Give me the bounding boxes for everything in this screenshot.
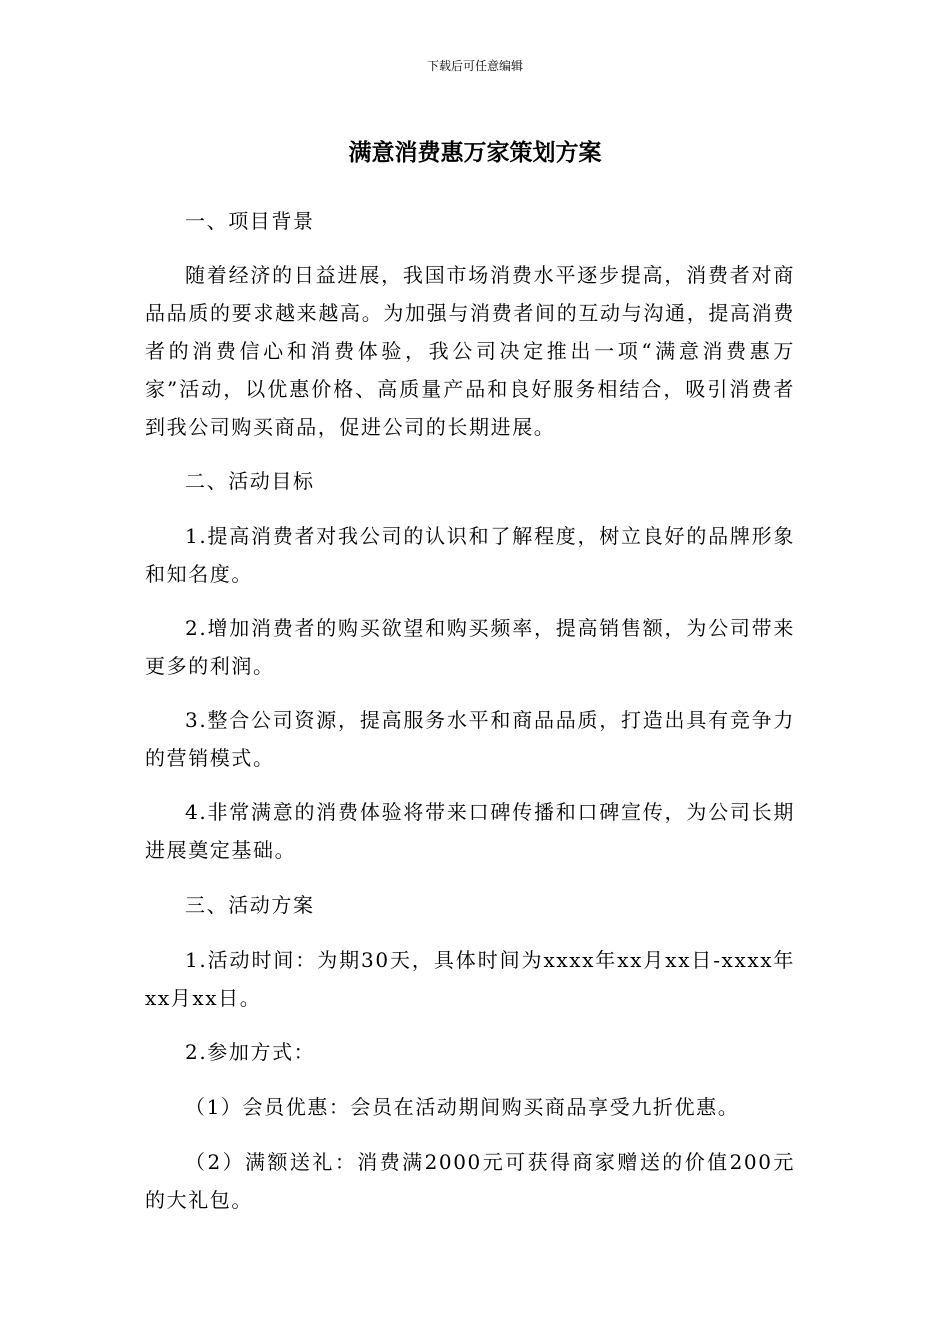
section-1-paragraph: 随着经济的日益进展，我国市场消费水平逐步提高，消费者对商品品质的要求越来越高。为加强与消费者间的互动与沟通，提高消费者的消费信心和消费体验，我公司决定推出一项“满意消费惠万家”活动，以优惠价格、高质量产品和良好服务相结合，吸引消费者到我公司购买商品，促进公司的长期进展。 [145,263,795,439]
section-3-heading: 三、活动方案 [185,893,315,917]
section-2-item-3-block [145,701,795,777]
section-3-sub-item-2: （2）满额送礼：消费满2000元可获得商家赠送的价值200元的大礼包。 [145,1150,795,1212]
section-2-item-1-block [145,517,795,593]
section-3-item-1-block [145,941,795,1017]
section-3-sub-item-1: （1）会员优惠：会员在活动期间购买商品享受九折优惠。 [185,1095,740,1119]
section-3-sub-2-block [145,1143,795,1219]
document-title: 满意消费惠万家策划方案 [348,140,602,166]
section-2-item-4-block [145,793,795,869]
section-3-item-2: 2.参加方式： [185,1040,316,1064]
section-2-item-3: 3.整合公司资源，提高服务水平和商品品质，打造出具有竞争力的营销模式。 [145,708,795,770]
section-2-item-2-block [145,609,795,685]
section-1-heading-block [145,202,795,240]
section-1-paragraph-block [145,256,795,446]
section-1-heading: 一、项目背景 [185,209,315,233]
section-2-heading: 二、活动目标 [185,469,315,493]
section-3-sub-1-block [145,1088,795,1126]
section-3-heading-block [145,886,795,924]
section-2-item-2: 2.增加消费者的购买欲望和购买频率，提高销售额，为公司带来更多的利润。 [145,616,795,678]
section-2-item-1: 1.提高消费者对我公司的认识和了解程度，树立良好的品牌形象和知名度。 [145,524,795,586]
header-note: 下载后可任意编辑 [426,59,523,73]
section-3-item-1: 1.活动时间：为期30天，具体时间为xxxx年xx月xx日-xxxx年xx月xx日。 [145,948,795,1010]
section-3-item-2-block [145,1033,795,1071]
section-2-heading-block [145,462,795,500]
section-2-item-4: 4.非常满意的消费体验将带来口碑传播和口碑宣传，为公司长期进展奠定基础。 [145,800,795,862]
